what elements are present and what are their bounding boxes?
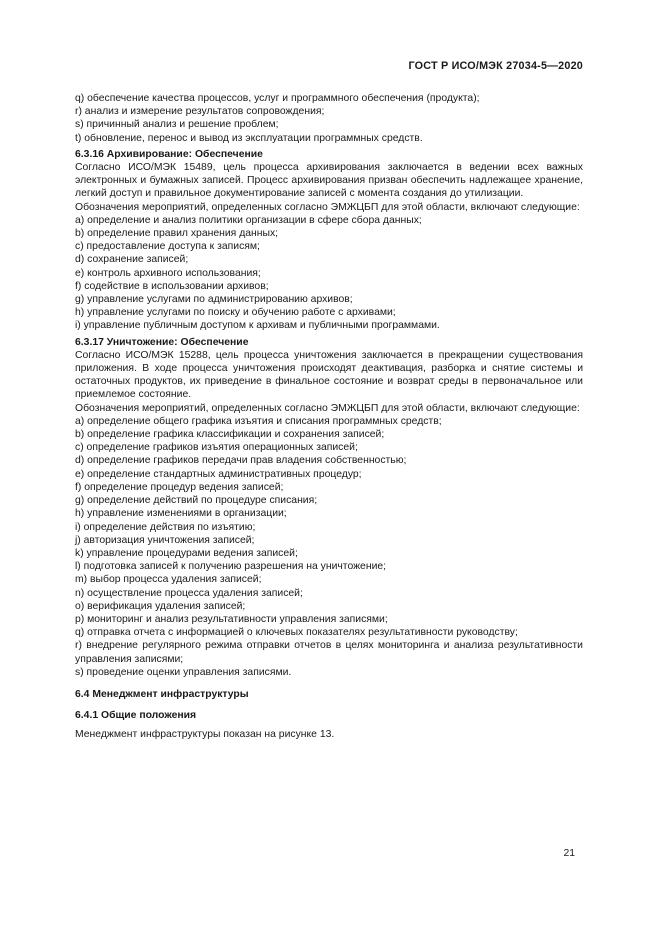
list-item: f) определение процедур ведения записей;	[75, 481, 284, 493]
list-item: b) определение правил хранения данных;	[75, 228, 279, 240]
paragraph: Согласно ИСО/МЭК 15489, цель процесса архивирования заключается в ведении всех важных электронных и бумажных записей. Процесс архивирования призван обеспечить надлежащее хранение, легкий доступ и правильное документирование записей с момента создания до утилизации.	[75, 162, 583, 200]
list-item: q) обеспечение качества процессов, услуг и программного обеспечения (продукта);	[75, 93, 480, 104]
list-item: a) определение и анализ политики организации в сфере сбора данных;	[75, 214, 422, 226]
document-body	[75, 92, 583, 742]
list-item: f) содействие в использовании архивов;	[75, 280, 269, 292]
paragraph: Обозначения мероприятий, определенных согласно ЭМЖЦБП для этой области, включают следующие:	[75, 201, 580, 213]
list-item: r) анализ и измерение результатов сопровождения;	[75, 106, 325, 118]
list-item: h) управление изменениями в организации;	[75, 508, 287, 520]
list-item: s) проведение оценки управления записями.	[75, 666, 292, 678]
section-heading-6-3-17: 6.3.17 Уничтожение: Обеспечение	[75, 336, 249, 348]
list-item: o) верификация удаления записей;	[75, 600, 246, 612]
paragraph: Согласно ИСО/МЭК 15288, цель процесса уничтожения заключается в прекращении существования приложения. В ходе процесса уничтожения происходят деактивация, разборка и снятие системы и остаточных продуктов, их приведение в финальное состояние и возврат среды в первоначальное или приемлемое состояние.	[75, 349, 583, 401]
list-item: c) предоставление доступа к записям;	[75, 241, 260, 253]
list-item: j) авторизация уничтожения записей;	[75, 534, 255, 546]
page-number: 21	[563, 848, 575, 859]
list-item: c) определение графиков изъятия операционных записей;	[75, 442, 358, 454]
section-heading-6-3-16: 6.3.16 Архивирование: Обеспечение	[75, 148, 263, 160]
section-heading-6-4: 6.4 Менеджмент инфраструктуры	[75, 688, 249, 700]
list-item: a) определение общего графика изъятия и списания программных средств;	[75, 415, 442, 427]
list-item: e) контроль архивного использования;	[75, 267, 261, 279]
list-item: h) управление услугами по поиску и обучению работе с архивами;	[75, 307, 396, 319]
list-item: n) осуществление процесса удаления записей;	[75, 587, 303, 599]
list-item: i) определение действия по изъятию;	[75, 521, 256, 533]
paragraph: Обозначения мероприятий, определенных согласно ЭМЖЦБП для этой области, включают следующие:	[75, 402, 580, 414]
list-item: p) мониторинг и анализ результативности управления записями;	[75, 613, 388, 625]
list-item: t) обновление, перенос и вывод из эксплуатации программных средств.	[75, 132, 423, 144]
list-item: g) определение действий по процедуре списания;	[75, 495, 318, 507]
list-item: d) определение графиков передачи прав владения собственностью;	[75, 455, 407, 467]
list-item: l) подготовка записей к получению разрешения на уничтожение;	[75, 561, 387, 573]
section-heading-6-4-1: 6.4.1 Общие положения	[75, 710, 197, 722]
paragraph: Менеджмент инфраструктуры показан на рисунке 13.	[75, 729, 335, 741]
list-item: s) причинный анализ и решение проблем;	[75, 119, 279, 131]
document-header: ГОСТ Р ИСО/МЭК 27034-5—2020	[408, 60, 583, 72]
list-item: d) сохранение записей;	[75, 254, 189, 266]
list-item: m) выбор процесса удаления записей;	[75, 574, 262, 586]
list-item: k) управление процедурами ведения записей;	[75, 547, 298, 559]
list-item: e) определение стандартных административных процедур;	[75, 468, 362, 480]
list-item: r) внедрение регулярного режима отправки отчетов в целях мониторинга и анализа результативности управления записями;	[75, 640, 583, 665]
list-6-3-16	[75, 214, 583, 333]
list-item: i) управление публичным доступом к архивам и публичными программами.	[75, 320, 440, 332]
list-item: g) управление услугами по администрированию архивов;	[75, 294, 353, 306]
list-6-3-17	[75, 415, 583, 679]
list-item: q) отправка отчета с информацией о ключевых показателях результативности руководству;	[75, 627, 518, 639]
list-item: b) определение графика классификации и сохранения записей;	[75, 429, 385, 441]
list-top	[75, 92, 583, 145]
